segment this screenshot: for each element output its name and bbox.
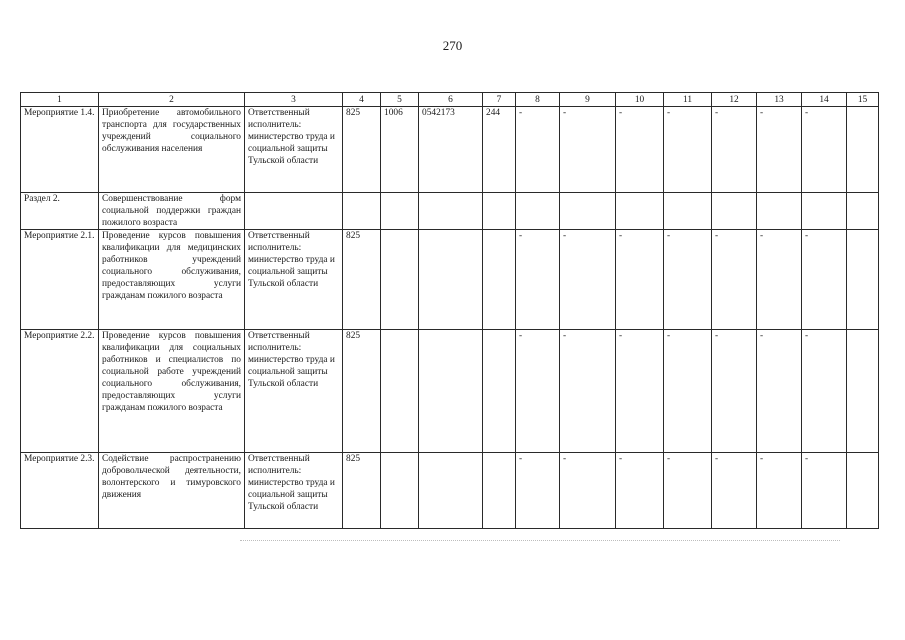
table-row bbox=[21, 230, 879, 330]
scan-artifact-line bbox=[240, 540, 840, 543]
cell-col7 bbox=[483, 330, 516, 453]
cell-col10: - bbox=[616, 107, 664, 193]
row-executor: Ответственный исполнитель: министерство труда и социальной защиты Тульской области bbox=[245, 107, 343, 193]
cell-col7 bbox=[483, 193, 516, 230]
row-description: Проведение курсов повышения квалификации для социальных работников и специалистов по социальной работе учреждений социального обслуживания, предоставляющих услуги гражданам пожилого возраста bbox=[99, 330, 245, 453]
row-description: Совершенствование форм социальной поддержки граждан пожилого возраста bbox=[99, 193, 245, 230]
cell-col10 bbox=[616, 193, 664, 230]
cell-col7 bbox=[483, 453, 516, 529]
cell-col9: - bbox=[560, 107, 616, 193]
row-label: Мероприятие 2.1. bbox=[21, 230, 99, 330]
cell-col11: - bbox=[664, 107, 712, 193]
cell-col6 bbox=[419, 330, 483, 453]
col-header-4: 4 bbox=[343, 93, 381, 107]
cell-col6 bbox=[419, 193, 483, 230]
col-header-14: 14 bbox=[802, 93, 847, 107]
cell-col13: - bbox=[757, 453, 802, 529]
col-header-3: 3 bbox=[245, 93, 343, 107]
cell-col12 bbox=[712, 193, 757, 230]
cell-col12: - bbox=[712, 107, 757, 193]
cell-col4: 825 bbox=[343, 107, 381, 193]
cell-col9 bbox=[560, 193, 616, 230]
row-label: Раздел 2. bbox=[21, 193, 99, 230]
cell-col5 bbox=[381, 453, 419, 529]
cell-col4: 825 bbox=[343, 230, 381, 330]
row-label: Мероприятие 2.3. bbox=[21, 453, 99, 529]
cell-col5 bbox=[381, 330, 419, 453]
cell-col12: - bbox=[712, 330, 757, 453]
cell-col11: - bbox=[664, 453, 712, 529]
cell-col14: - bbox=[802, 230, 847, 330]
table-row bbox=[21, 107, 879, 193]
cell-col10: - bbox=[616, 453, 664, 529]
col-header-1: 1 bbox=[21, 93, 99, 107]
row-description: Содействие распространению добровольческой деятельности, волонтерского и тимуровского движения bbox=[99, 453, 245, 529]
cell-col7 bbox=[483, 230, 516, 330]
cell-col13: - bbox=[757, 330, 802, 453]
row-executor: Ответственный исполнитель: министерство труда и социальной защиты Тульской области bbox=[245, 330, 343, 453]
cell-col12: - bbox=[712, 230, 757, 330]
col-header-2: 2 bbox=[99, 93, 245, 107]
page-number: 270 bbox=[442, 38, 463, 53]
cell-col6 bbox=[419, 453, 483, 529]
cell-col5 bbox=[381, 193, 419, 230]
header-row bbox=[21, 93, 879, 107]
cell-col15 bbox=[847, 330, 879, 453]
table-row bbox=[21, 193, 879, 230]
row-description: Приобретение автомобильного транспорта для государственных учреждений социального обслуживания населения bbox=[99, 107, 245, 193]
row-label: Мероприятие 1.4. bbox=[21, 107, 99, 193]
col-header-8: 8 bbox=[516, 93, 560, 107]
cell-col10: - bbox=[616, 230, 664, 330]
cell-col14 bbox=[802, 193, 847, 230]
cell-col6: 0542173 bbox=[419, 107, 483, 193]
cell-col11: - bbox=[664, 230, 712, 330]
row-label: Мероприятие 2.2. bbox=[21, 330, 99, 453]
cell-col4: 825 bbox=[343, 330, 381, 453]
row-executor bbox=[245, 193, 343, 230]
cell-col9: - bbox=[560, 330, 616, 453]
cell-col14: - bbox=[802, 330, 847, 453]
cell-col15 bbox=[847, 193, 879, 230]
cell-col8: - bbox=[516, 107, 560, 193]
col-header-5: 5 bbox=[381, 93, 419, 107]
cell-col9: - bbox=[560, 453, 616, 529]
cell-col8: - bbox=[516, 453, 560, 529]
cell-col4: 825 bbox=[343, 453, 381, 529]
cell-col13 bbox=[757, 193, 802, 230]
row-description: Проведение курсов повышения квалификации для медицинских работников учреждений социального обслуживания, предоставляющих услуги гражданам пожилого возраста bbox=[99, 230, 245, 330]
cell-col11 bbox=[664, 193, 712, 230]
cell-col11: - bbox=[664, 330, 712, 453]
cell-col8: - bbox=[516, 230, 560, 330]
cell-col13: - bbox=[757, 107, 802, 193]
row-executor: Ответственный исполнитель: министерство труда и социальной защиты Тульской области bbox=[245, 453, 343, 529]
cell-col5 bbox=[381, 230, 419, 330]
cell-col4 bbox=[343, 193, 381, 230]
cell-col15 bbox=[847, 107, 879, 193]
col-header-13: 13 bbox=[757, 93, 802, 107]
cell-col15 bbox=[847, 230, 879, 330]
program-table bbox=[20, 92, 879, 529]
col-header-7: 7 bbox=[483, 93, 516, 107]
col-header-15: 15 bbox=[847, 93, 879, 107]
cell-col8: - bbox=[516, 330, 560, 453]
col-header-10: 10 bbox=[616, 93, 664, 107]
cell-col8 bbox=[516, 193, 560, 230]
cell-col9: - bbox=[560, 230, 616, 330]
row-executor: Ответственный исполнитель: министерство труда и социальной защиты Тульской области bbox=[245, 230, 343, 330]
cell-col7: 244 bbox=[483, 107, 516, 193]
cell-col5: 1006 bbox=[381, 107, 419, 193]
table-row bbox=[21, 330, 879, 453]
cell-col13: - bbox=[757, 230, 802, 330]
cell-col14: - bbox=[802, 107, 847, 193]
col-header-12: 12 bbox=[712, 93, 757, 107]
col-header-11: 11 bbox=[664, 93, 712, 107]
table-row bbox=[21, 453, 879, 529]
col-header-9: 9 bbox=[560, 93, 616, 107]
cell-col14: - bbox=[802, 453, 847, 529]
cell-col6 bbox=[419, 230, 483, 330]
col-header-6: 6 bbox=[419, 93, 483, 107]
cell-col15 bbox=[847, 453, 879, 529]
cell-col10: - bbox=[616, 330, 664, 453]
cell-col12: - bbox=[712, 453, 757, 529]
